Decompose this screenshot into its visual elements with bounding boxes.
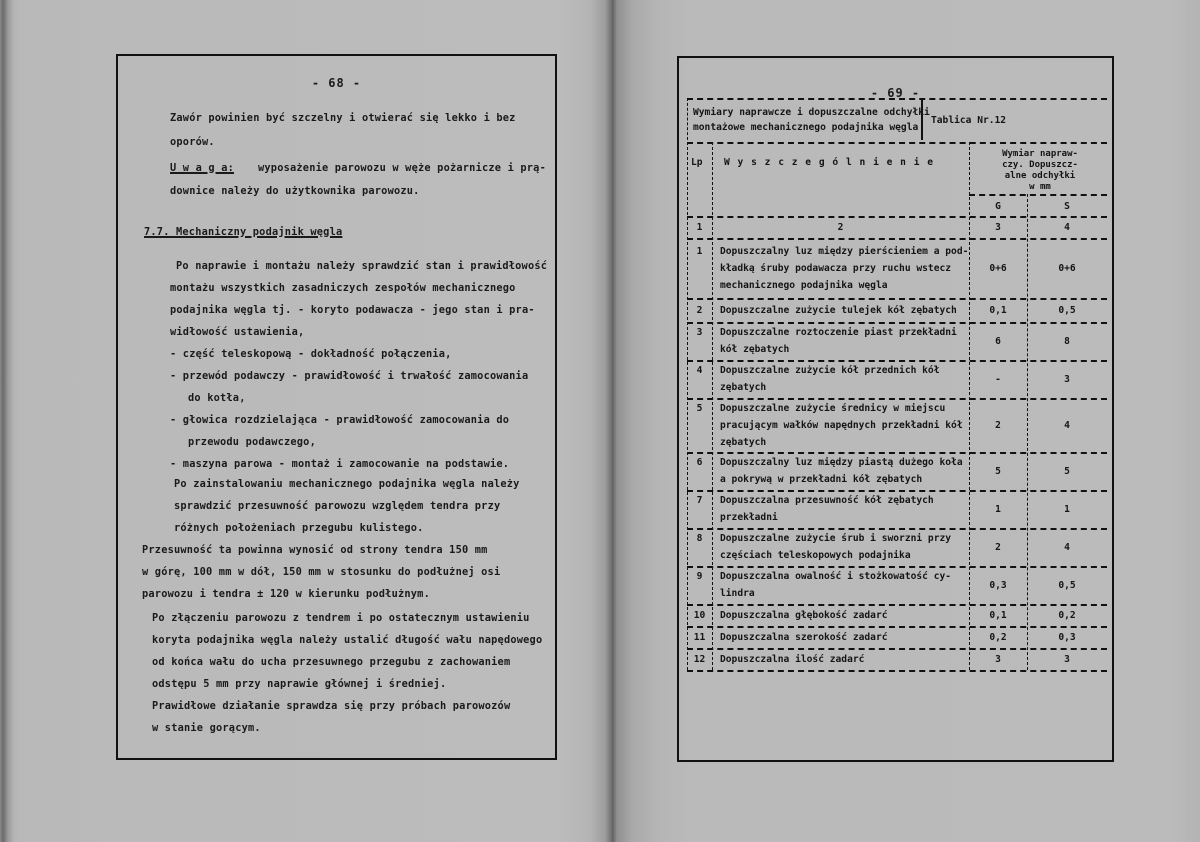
row-lp: 2 [696,304,703,316]
table-border [687,238,1107,240]
body-line: montażu wszystkich zasadniczych zespołów mechanicznego [170,282,516,294]
row-lp: 10 [693,609,706,621]
row-description: lindra [720,588,755,599]
header-g: G [995,201,1001,212]
row-description: kładką śruby podawacza przy ruchu wstecz [720,262,952,274]
body-line: Przesuwność ta powinna wynosić od strony tendra 150 mm [142,544,488,556]
column-number: 2 [837,222,844,233]
row-lp: 7 [696,495,703,506]
row-lp: 12 [693,653,706,665]
row-value-g: 1 [995,503,1001,515]
body-line: Po zainstalowaniu mechanicznego podajnika węgla należy [174,478,520,490]
row-description: Dopuszczalne zużycie tulejek kół zębatych [720,304,957,316]
row-value-s: 0,5 [1058,304,1076,316]
paragraph-line: oporów. [170,136,215,148]
row-lp: 4 [696,365,703,376]
row-value-s: 3 [1064,653,1070,665]
header-dims: w mm [1029,182,1051,192]
body-line: - maszyna parowa - montaż i zamocowanie na podstawie. [170,458,510,470]
header-s: S [1064,201,1070,212]
right-page-frame [677,56,1114,762]
body-line: do kotła, [188,392,246,404]
row-description: kół zębatych [720,344,790,355]
row-lp: 1 [696,245,703,257]
header-dims: Wymiar napraw- [1002,149,1078,159]
body-line: od końca wału do ucha przesuwnego przegubu z zachowaniem [152,656,511,668]
body-line: różnych położeniach przegubu kulistego. [174,522,424,534]
column-number: 1 [696,222,703,233]
paragraph-line: Zawór powinien być szczelny i otwierać się lekko i bez [170,112,516,124]
row-value-s: 0+6 [1058,262,1076,274]
row-description: Dopuszczalne zużycie kół przednich kół [720,365,940,376]
table-border [687,98,688,140]
section-heading: 7.7. Mechaniczny podajnik węgla [144,226,343,238]
header-lp: Lp [691,157,703,168]
table-border [712,142,713,670]
table-border [687,216,1107,218]
row-description: Dopuszczalna przesuwność kół zębatych [720,495,934,506]
table-border [687,142,1107,144]
row-value-s: 0,5 [1058,579,1076,591]
row-description: pracującym wałków napędnych przekładni kół [720,420,963,431]
table-border [687,298,1107,300]
header-dims: alne odchyłki [1004,171,1076,181]
row-description: a pokrywą w przekładni kół zębatych [720,474,923,485]
row-description: zębatych [720,437,767,448]
row-description: Dopuszczalne roztoczenie piast przekładni [720,327,957,338]
row-value-g: 0+6 [989,262,1007,274]
body-line: sprawdzić przesuwność parowozu względem tendra przy [174,500,501,512]
table-number: Tablica Nr.12 [931,115,1007,126]
row-value-g: 0,2 [989,631,1007,643]
row-value-g: 0,3 [989,579,1007,591]
table-title: Wymiary naprawcze i dopuszczalne odchyłki [693,107,930,118]
row-value-s: 0,2 [1058,609,1076,621]
row-value-s: 5 [1064,465,1070,477]
row-value-s: 1 [1064,503,1070,515]
body-line: - przewód podawczy - prawidłowość i trwałość zamocowania [170,370,529,382]
row-description: Dopuszczalne zużycie śrub i sworzni przy [720,533,952,544]
header-dims: czy. Dopuszcz- [1002,160,1078,170]
row-value-s: 4 [1064,541,1070,553]
page-number: - 68 - [311,76,362,90]
row-value-g: 0,1 [989,304,1007,316]
note-text: wyposażenie parowozu w węże pożarnicze i prą- [258,162,546,174]
row-description: Dopuszczalna ilość zadarć [720,653,865,665]
row-description: Dopuszczalny luz między pierścieniem a pod- [720,245,969,257]
body-line: Po naprawie i montażu należy sprawdzić stan i prawidłowość [176,260,548,272]
body-line: w stanie gorącym. [152,722,261,734]
right-page [612,0,1200,842]
row-value-g: 2 [995,541,1001,553]
body-line: podajnika węgla tj. - koryto podawacza - jego stan i pra- [170,304,535,316]
table-border [969,142,970,670]
body-line: odstępu 5 mm przy naprawie głównej i średniej. [152,678,447,690]
row-lp: 6 [696,457,703,468]
body-line: w górę, 100 mm w dół, 150 mm w stosunku do podłużnej osi [142,566,501,578]
table-border [687,98,1107,100]
row-value-s: 8 [1064,335,1070,347]
row-description: częściach teleskopowych podajnika [720,550,911,561]
column-number: 4 [1064,222,1070,233]
column-number: 3 [995,222,1001,233]
row-value-g: 2 [995,419,1001,431]
table-title: montażowe mechanicznego podajnika węgla [693,122,919,133]
body-line: - głowica rozdzielająca - prawidłowość zamocowania do [170,414,510,426]
table-border [969,194,1107,196]
table-border [687,670,1107,672]
row-description: Dopuszczalne zużycie średnicy w miejscu [720,403,946,414]
row-value-g: 6 [995,335,1001,347]
row-lp: 8 [696,533,703,544]
note-text: downice należy do użytkownika parowozu. [170,185,420,197]
body-line: - część teleskopową - dokładność połączenia, [170,348,452,360]
body-line: przewodu podawczego, [188,436,316,448]
page-number: - 69 - [870,86,921,100]
body-line: widłowość ustawienia, [170,326,305,338]
header-description: W y s z c z e g ó l n i e n i e [724,157,935,168]
body-line: parowozu i tendra ± 120 w kierunku podłużnym. [142,588,430,600]
row-description: Dopuszczalny luz między piastą dużego koła [720,457,963,468]
row-lp: 11 [693,631,706,643]
row-value-g: 3 [995,653,1001,665]
body-line: Po złączeniu parowozu z tendrem i po ostatecznym ustawieniu [152,612,530,624]
row-value-s: 3 [1064,373,1070,385]
row-value-g: 5 [995,465,1001,477]
row-value-g: - [995,373,1001,385]
body-line: koryta podajnika węgla należy ustalić długość wału napędowego [152,634,543,646]
row-lp: 5 [696,403,703,414]
row-description: Dopuszczalna szerokość zadarć [720,631,888,643]
row-description: przekładni [720,512,778,523]
row-lp: 9 [696,571,703,582]
row-description: Dopuszczalna głębokość zadarć [720,609,888,621]
left-page-frame [116,54,557,760]
row-description: mechanicznego podajnika węgla [720,279,888,291]
row-value-s: 4 [1064,419,1070,431]
row-value-s: 0,3 [1058,631,1076,643]
row-lp: 3 [696,327,703,338]
note-label: U w a g a: [170,162,234,174]
row-description: zębatych [720,382,767,393]
row-value-g: 0,1 [989,609,1007,621]
body-line: Prawidłowe działanie sprawdza się przy próbach parowozów [152,700,511,712]
table-border [1027,194,1028,670]
row-description: Dopuszczalna owalność i stożkowatość cy- [720,571,952,582]
table-border [687,142,688,670]
